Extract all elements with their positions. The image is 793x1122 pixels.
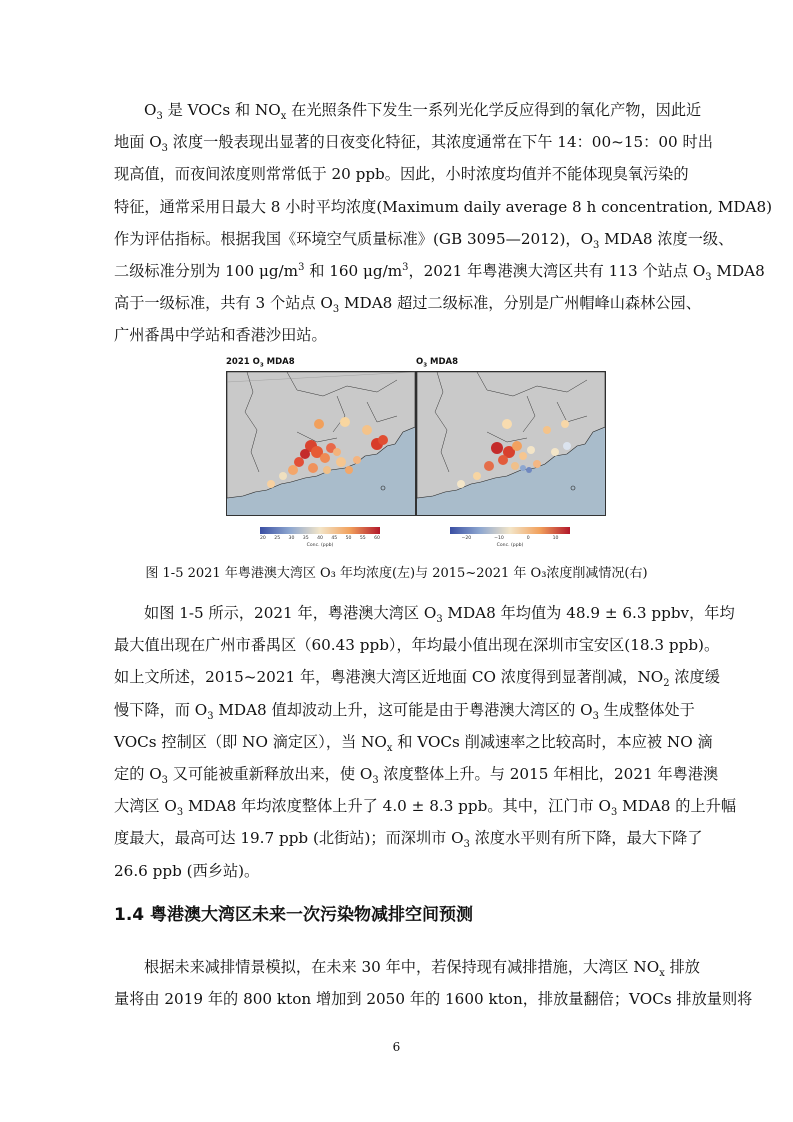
- text-line: 量将由 2019 年的 800 kton 增加到 2050 年的 1600 kton，排放量翻倍；VOCs 排放量则将: [114, 990, 753, 1009]
- site-marker: [491, 442, 503, 454]
- site-marker: [323, 466, 331, 474]
- island: [571, 486, 575, 490]
- map-right-title: $O_3$ MDA8: [416, 357, 459, 369]
- site-marker: [533, 460, 541, 468]
- site-marker: [314, 419, 324, 429]
- text-line: 如上文所述，2015~2021 年，粤港澳大湾区近地面 CO 浓度得到显著削减，$NO_2$ 浓度缓: [114, 668, 720, 690]
- text-line: 如图 1-5 所示，2021 年，粤港澳大湾区 $O_3$ MDA8 年均值为 48.9 ± 6.3 ppbv，年均: [144, 604, 735, 626]
- text-line: 慢下降，而 $O_3$ MDA8 值却波动上升，这可能是由于粤港澳大湾区的 $O_3$ 生成整体处于: [114, 700, 695, 722]
- colorbar-right-ticks: −20 −10 0 10: [461, 536, 559, 541]
- site-marker: [511, 462, 519, 470]
- site-marker: [527, 446, 535, 454]
- site-marker: [288, 465, 298, 475]
- site-marker: [512, 441, 522, 451]
- map-left-title: 2021 $O_3$ MDA8: [226, 357, 295, 369]
- colorbar-left: [260, 527, 380, 557]
- site-marker: [353, 456, 361, 464]
- text-line: 特征，通常采用日最大 8 小时平均浓度(Maximum daily average 8 h concentration, MDA8): [114, 197, 773, 216]
- site-marker: [279, 472, 287, 480]
- map-left: [226, 357, 416, 548]
- island: [381, 486, 385, 490]
- site-marker: [543, 426, 551, 434]
- site-marker: [345, 466, 353, 474]
- colorbar-left-label: Conc. (ppb): [306, 543, 334, 548]
- site-marker: [457, 480, 465, 488]
- section-heading: 1.4 粤港澳大湾区未来一次污染物减排空间预测: [114, 905, 474, 925]
- text-line: 大湾区 $O_3$ MDA8 年均浓度整体上升了 4.0 ± 8.3 ppb。其中，江门市 $O_3$ MDA8 的上升幅: [114, 797, 737, 819]
- text-line: 26.6 ppb (西乡站)。: [114, 861, 260, 880]
- colorbar-right: [450, 527, 570, 557]
- colorbar-right-label: Conc. (ppb): [496, 543, 524, 548]
- site-marker: [362, 425, 372, 435]
- map-right: [416, 357, 606, 548]
- text-line: 现高值，而夜间浓度则常常低于 20 ppb。因此，小时浓度均值并不能体现臭氧污染的: [114, 165, 689, 184]
- text-line: 高于一级标准，共有 3 个站点 $O_3$ MDA8 超过二级标准，分别是广州帽峰山森林公园、: [114, 294, 701, 316]
- text-line: 定的 $O_3$ 又可能被重新释放出来，使 $O_3$ 浓度整体上升。与 2015 年相比，2021 年粤港澳: [114, 765, 719, 787]
- colorbar-left-gradient: [260, 527, 380, 534]
- site-marker: [333, 448, 341, 456]
- text-line: 地面 $O_3$ 浓度一般表现出显著的日夜变化特征，其浓度通常在下午 14：00~15：00 时出: [114, 133, 713, 155]
- site-marker: [308, 463, 318, 473]
- text-line: VOCs 控制区（即 NO 滴定区），当 $NO_x$ 和 VOCs 削减速率之比较高时，本应被 NO 滴: [114, 732, 713, 754]
- figure-1-5: [226, 357, 606, 557]
- site-marker: [520, 465, 526, 471]
- map-right-svg: [417, 372, 605, 515]
- site-marker: [378, 435, 388, 445]
- site-marker: [294, 457, 304, 467]
- page-number: 6: [392, 1040, 401, 1054]
- paragraph-2: [114, 597, 737, 887]
- text-line: 广州番禺中学站和香港沙田站。: [114, 326, 327, 345]
- paragraph-1: [114, 94, 773, 352]
- site-marker: [561, 420, 569, 428]
- figure-caption: 图 1-5 2021 年粤港澳大湾区 O₃ 年均浓度(左)与 2015~2021 年 O₃浓度削减情况(右): [145, 566, 648, 581]
- colorbar-right-gradient: [450, 527, 570, 534]
- site-marker: [563, 442, 571, 450]
- text-line: $O_3$ 是 VOCs 和 $NO_x$ 在光照条件下发生一系列光化学反应得到的氧化产物，因此近: [144, 101, 702, 123]
- site-marker: [340, 417, 350, 427]
- text-line: 根据未来减排情景模拟，在未来 30 年中，若保持现有减排措施，大湾区 $NO_x$ 排放: [144, 958, 700, 980]
- site-marker: [498, 455, 508, 465]
- colorbar-left-ticks: 20 25 30 35 40 45 50 55 60: [260, 536, 380, 541]
- site-marker: [551, 448, 559, 456]
- site-marker: [502, 419, 512, 429]
- text-line: 度最大，最高可达 19.7 ppb (北街站)；而深圳市 $O_3$ 浓度水平则有所下降，最大下降了: [114, 829, 703, 851]
- map-left-svg: [227, 372, 415, 515]
- map-left-frame: [226, 371, 416, 516]
- text-line: 作为评估指标。根据我国《环境空气质量标准》(GB 3095—2012)，$O_3$ MDA8 浓度一级、: [114, 229, 734, 251]
- site-marker: [336, 457, 346, 467]
- site-marker: [519, 452, 527, 460]
- site-marker: [473, 472, 481, 480]
- text-line: 二级标准分别为 100 $\mu g/m^3$ 和 160 $\mu g/m^3$，2021 年粤港澳大湾区共有 113 个站点 $O_3$ MDA8: [114, 261, 765, 284]
- land-mass: [417, 372, 605, 498]
- map-right-frame: [416, 371, 606, 516]
- paragraph-3: [114, 951, 753, 1015]
- land-mass: [227, 372, 415, 498]
- site-marker: [320, 453, 330, 463]
- text-line: 最大值出现在广州市番禺区（60.43 ppb），年均最小值出现在深圳市宝安区(18.3 ppb)。: [114, 636, 720, 655]
- site-marker: [484, 461, 494, 471]
- site-marker: [526, 467, 532, 473]
- site-marker: [300, 449, 310, 459]
- site-marker: [267, 480, 275, 488]
